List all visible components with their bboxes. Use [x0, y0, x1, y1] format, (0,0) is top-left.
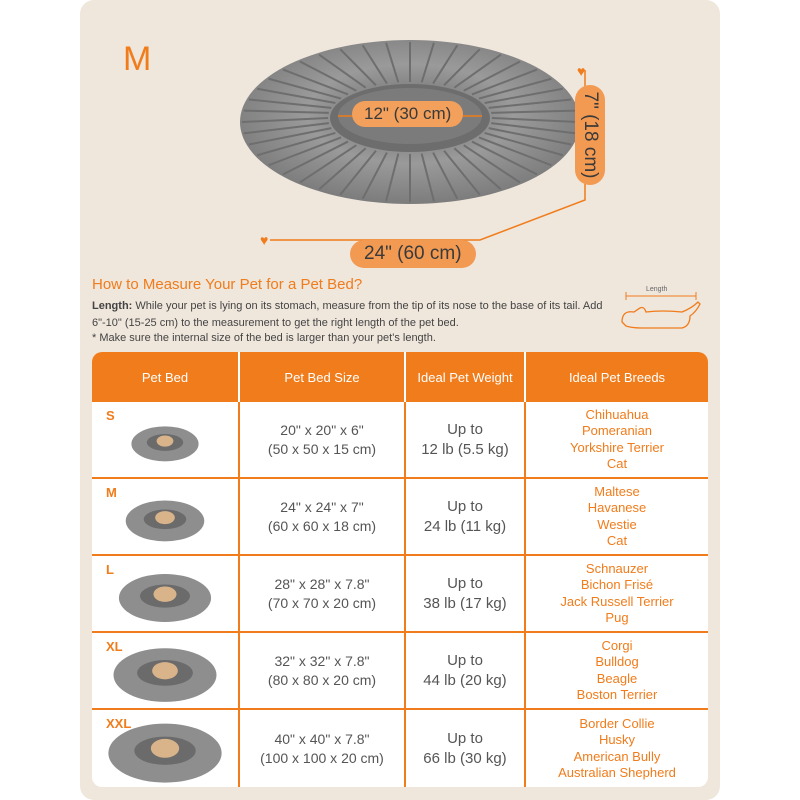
weight-value: 12 lb (5.5 kg): [421, 440, 509, 458]
pet-bed-cell: [92, 479, 240, 556]
breeds-cell: [526, 633, 708, 710]
weight-cell: [406, 479, 526, 556]
bed-size-cell: [240, 633, 406, 710]
weight-value: 66 lb (30 kg): [423, 749, 507, 767]
breed-name: Border Collie: [579, 715, 655, 731]
breed-name: Boston Terrier: [576, 687, 658, 702]
size-code: M: [106, 485, 117, 500]
size-code: S: [106, 408, 115, 423]
svg-text:♥: ♥: [260, 232, 269, 248]
diagram-length-label: Length: [646, 286, 668, 293]
header-pet-bed-size: Pet Bed Size: [240, 352, 406, 402]
bed-size-cell: [240, 402, 406, 479]
dog-length-diagram: [612, 282, 707, 342]
size-inches: 20" x 20" x 6": [280, 421, 364, 438]
breed-name: Corgi: [601, 637, 633, 653]
header-ideal-breeds: Ideal Pet Breeds: [526, 352, 708, 402]
size-chart-table: [92, 352, 708, 787]
size-inches: 32" x 32" x 7.8": [274, 652, 370, 669]
breed-name: American Bully: [573, 748, 661, 764]
breed-name: Pomeranian: [581, 423, 653, 438]
weight-cell: [406, 710, 526, 787]
height-label: 7" (18 cm): [575, 85, 605, 185]
weight-cell: [406, 633, 526, 710]
pet-bed-cell: [92, 710, 240, 787]
measure-guide-title: How to Measure Your Pet for a Pet Bed?: [92, 276, 363, 293]
table-row: [92, 633, 708, 710]
breed-name: Havanese: [587, 500, 647, 515]
breed-name: Australian Shepherd: [558, 765, 676, 780]
size-cm: (70 x 70 x 20 cm): [267, 594, 377, 611]
breed-name: Husky: [598, 732, 636, 747]
size-code: XL: [106, 639, 123, 654]
pet-bed-cell: [92, 556, 240, 633]
pet-bed-thumbnail: [111, 645, 219, 704]
breeds-cell: [526, 479, 708, 556]
weight-prefix: Up to: [447, 497, 483, 515]
internal-size-note: * Make sure the internal size of the bed is larger than your pet's length.: [92, 332, 436, 344]
breed-name: Cat: [606, 533, 628, 548]
breed-name: Maltese: [594, 483, 640, 499]
breed-name: Yorkshire Terrier: [570, 439, 664, 455]
weight-prefix: Up to: [447, 420, 483, 438]
pet-bed-thumbnail: [130, 424, 200, 463]
size-inches: 28" x 28" x 7.8": [274, 575, 370, 592]
header-ideal-weight: Ideal Pet Weight: [406, 352, 526, 402]
pet-bed-cell: [92, 402, 240, 479]
measure-guide-text: [92, 298, 612, 332]
breeds-cell: [526, 402, 708, 479]
breed-name: Westie: [597, 516, 637, 532]
bed-size-cell: [240, 479, 406, 556]
breed-name: Jack Russell Terrier: [560, 593, 674, 609]
size-cm: (50 x 50 x 15 cm): [267, 440, 377, 457]
weight-prefix: Up to: [447, 651, 483, 669]
size-code: XXL: [106, 716, 132, 731]
table-row: [92, 479, 708, 556]
breed-name: Cat: [606, 456, 628, 471]
weight-prefix: Up to: [447, 574, 483, 592]
breeds-cell: [526, 710, 708, 787]
weight-cell: [406, 556, 526, 633]
size-letter: M: [123, 40, 153, 78]
breed-name: Bichon Frisé: [580, 577, 654, 592]
outer-diameter-label: 24" (60 cm): [350, 240, 476, 268]
pet-bed-thumbnail: [117, 571, 213, 624]
size-code: L: [106, 562, 114, 577]
pet-bed-cell: [92, 633, 240, 710]
size-cm: (100 x 100 x 20 cm): [260, 749, 384, 766]
size-inches: 24" x 24" x 7": [280, 498, 364, 515]
table-row: [92, 402, 708, 479]
svg-text:♥: ♥: [577, 63, 586, 79]
table-row: [92, 556, 708, 633]
length-instructions: While your pet is lying on its stomach, measure from the tip of its nose to the base of its tail. Add 6"-10" (15-25 cm) to the measurement to get the right length of the pet bed.: [92, 300, 603, 329]
breed-name: Schnauzer: [585, 560, 649, 576]
size-cm: (60 x 60 x 18 cm): [267, 517, 377, 534]
breed-name: Chihuahua: [585, 406, 649, 422]
header-pet-bed: Pet Bed: [92, 352, 240, 402]
bed-size-cell: [240, 556, 406, 633]
table-header-row: [92, 352, 708, 402]
bed-size-cell: [240, 710, 406, 787]
breed-name: Pug: [605, 610, 629, 625]
breed-name: Beagle: [596, 670, 638, 686]
inner-diameter-label: 12" (30 cm): [352, 101, 463, 127]
weight-value: 24 lb (11 kg): [423, 517, 507, 535]
pet-bed-thumbnail: [124, 498, 206, 543]
table-row: [92, 710, 708, 787]
weight-value: 44 lb (20 kg): [423, 671, 507, 689]
breed-name: Bulldog: [595, 654, 639, 669]
weight-prefix: Up to: [447, 729, 483, 747]
weight-value: 38 lb (17 kg): [423, 594, 507, 612]
breeds-cell: [526, 556, 708, 633]
length-label: Length:: [92, 300, 133, 312]
size-inches: 40" x 40" x 7.8": [274, 730, 370, 747]
size-cm: (80 x 80 x 20 cm): [267, 671, 377, 688]
weight-cell: [406, 402, 526, 479]
